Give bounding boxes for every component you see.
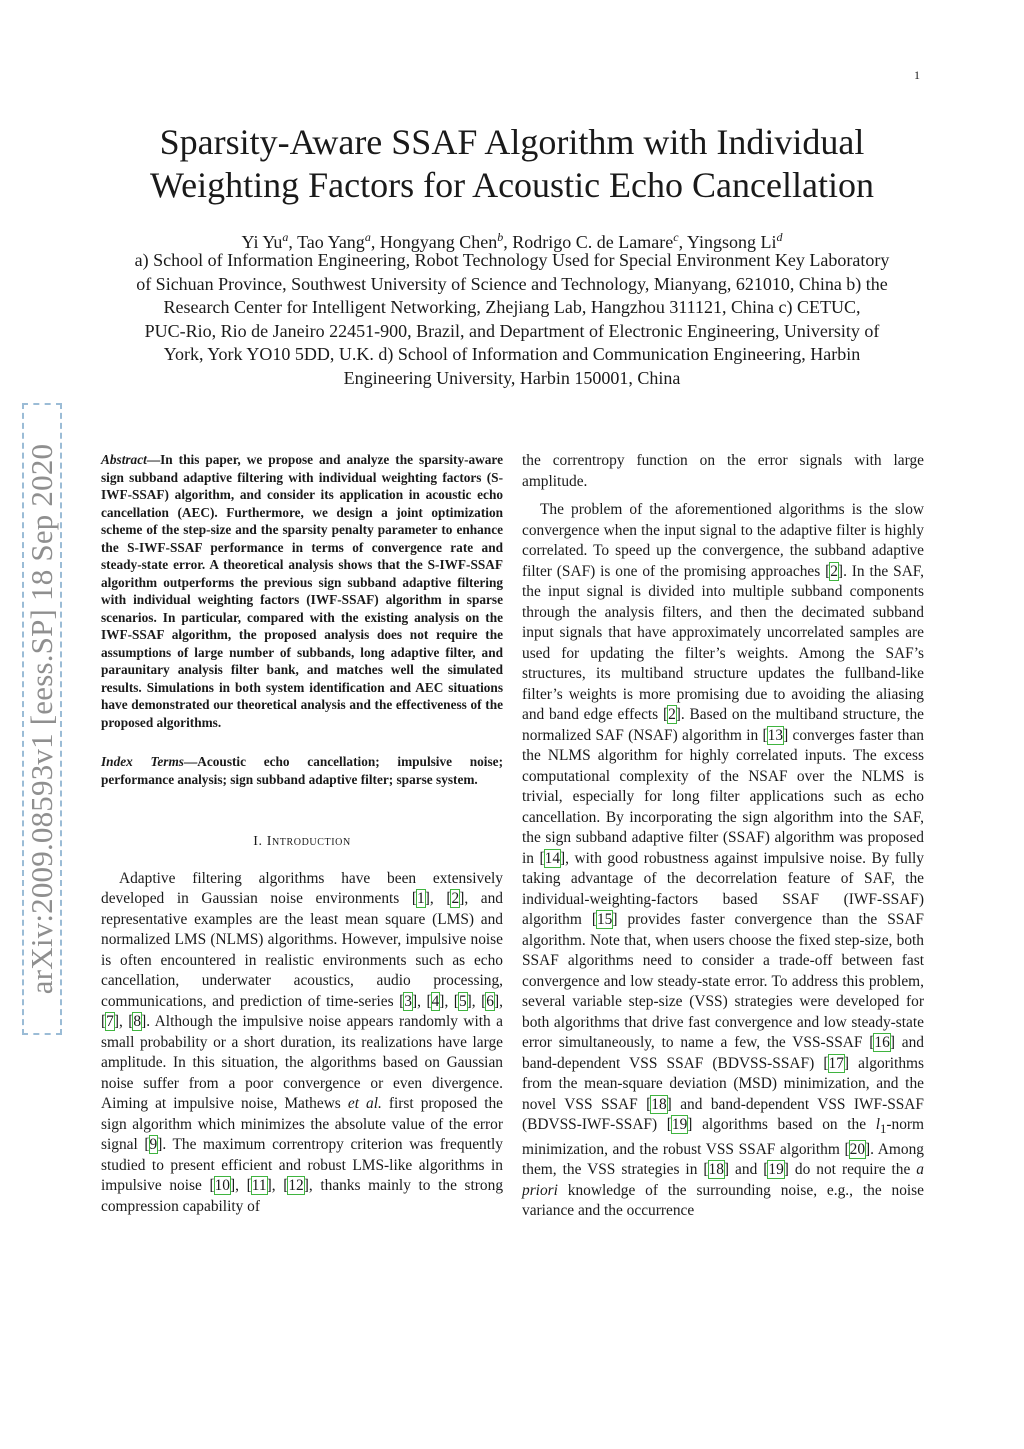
- citation-link[interactable]: 17: [828, 1054, 844, 1072]
- affiliation-line: Engineering University, Harbin 150001, China: [343, 367, 681, 388]
- abstract-text: In this paper, we propose and analyze the sparsity-aware sign subband adaptive filtering with individual weighting factors (S-IWF-SSAF) algorithm, and consider its application in acoustic echo cancellation (AEC). Furthermore, we design a joint optimization scheme of the step-size and the sparsity penalty parameter to enhance the S-IWF-SSAF performance in terms of convergence rate and steady-state error. A theoretical analysis shows that the S-IWF-SSAF algorithm outperforms the previous sign subband adaptive filtering with individual weighting factors (IWF-SSAF) algorithm in sparse scenarios. In particular, compared with the existing analysis on the IWF-SSAF algorithm, the proposed analysis does not require the assumptions of large number of subbands, long adaptive filter, and paraunitary analysis filter bank, and matches well the simulated results. Simulations in both system identification and AEC situations have demonstrated our theoretical analysis and the effectiveness of the proposed algorithms.: [101, 452, 503, 730]
- italic-text: et al.: [347, 1095, 382, 1112]
- author-name: Yi Yu: [241, 232, 283, 252]
- citation-link[interactable]: 18: [651, 1095, 667, 1113]
- intro-paragraph-1: Adaptive filtering algorithms have been extensively developed in Gaussian noise environments [1], [2], and representative examples are the least mean square (LMS) and normalized LMS (NLMS) algorithms. However, impulsive noise is often encountered in realistic environments such as echo cancellation, underwater acoustics, audio processing, communications, and prediction of time-series [3], [4], [5], [6], [7], [8]. Although the impulsive noise appears randomly with a small probability or a short duration, its realizations have large amplitude. In this situation, the algorithms based on Gaussian noise suffer from a poor convergence or even divergence. Aiming at impulsive noise, Mathews et al. first proposed the sign algorithm which minimizes the absolute value of the error signal [9]. The maximum correntropy criterion was frequently studied to present efficient and robust LMS-like algorithms in impulsive noise [10], [11], [12], thanks mainly to the strong compression capability of: [101, 869, 504, 1215]
- subscript-text: 1: [879, 1122, 887, 1137]
- title-line-2: Weighting Factors for Acoustic Echo Cancellation: [150, 165, 874, 205]
- citation-link[interactable]: 14: [544, 849, 561, 867]
- affiliation-line: of Sichuan Province, Southwest University of Science and Technology, Mianyang, 621010, China b) the: [136, 273, 888, 294]
- citation-link[interactable]: 1: [417, 890, 425, 907]
- citation-link[interactable]: 13: [767, 726, 784, 744]
- index-terms: Index Terms—Acoustic echo cancellation; impulsive noise; performance analysis; sign subband adaptive filter; sparse system.: [101, 754, 504, 787]
- citation-link[interactable]: 11: [251, 1177, 267, 1194]
- left-column: [101, 451, 503, 1217]
- citation-link[interactable]: 4: [431, 992, 440, 1010]
- author-name: Yingsong Li: [686, 232, 777, 252]
- abstract: Abstract—In this paper, we propose and analyze the sparsity-aware sign subband adaptive filtering with individual weighting factors (S-IWF-SSAF) algorithm, and consider its application in acoustic echo cancellation (AEC). Furthermore, we design a joint optimization scheme of the step-size and the sparsity penalty parameter to enhance the S-IWF-SSAF performance in terms of convergence rate and steady-state error. A theoretical analysis shows that the S-IWF-SSAF algorithm outperforms the previous sign subband adaptive filtering with individual weighting factors (IWF-SSAF) algorithm in sparse scenarios. In particular, compared with the existing analysis on the IWF-SSAF algorithm, the proposed analysis does not require the assumptions of large number of subbands, long adaptive filter, and paraunitary analysis filter bank, and matches well the simulated results. Simulations in both system identification and AEC situations have demonstrated our theoretical analysis and the effectiveness of the proposed algorithms.: [101, 452, 503, 730]
- citation-link[interactable]: 15: [596, 911, 613, 928]
- paper-title: [100, 121, 924, 207]
- page-number: 1: [914, 68, 920, 82]
- citation-link[interactable]: 20: [849, 1140, 866, 1158]
- citation-link[interactable]: 19: [671, 1116, 688, 1133]
- author-name: Tao Yang: [297, 232, 365, 252]
- affiliation-line: Research Center for Intelligent Networking, Zhejiang Lab, Hangzhou 311121, China c) CETUC,: [163, 297, 861, 317]
- intro-paragraph-continued: the correntropy function on the error signals with large amplitude.: [522, 452, 924, 490]
- citation-link[interactable]: 10: [214, 1177, 230, 1194]
- author-name: Hongyang Chen: [379, 232, 498, 252]
- affiliation-line: PUC-Rio, Rio de Janeiro 22451-900, Brazil, and Department of Electronic Engineering, University of: [144, 320, 880, 341]
- arxiv-stamp[interactable]: [24, 405, 60, 1033]
- author-affiliation-marker: b: [497, 230, 504, 244]
- citation-link[interactable]: 3: [404, 992, 412, 1010]
- citation-link[interactable]: 2: [668, 706, 676, 723]
- arxiv-id: arXiv:2009.08593v1 [eess.SP] 18 Sep 2020: [24, 443, 60, 995]
- italic-text: a priori: [522, 1161, 924, 1199]
- author-name: Rodrigo C. de Lamare: [512, 232, 674, 252]
- index-terms-label: Index Terms: [101, 754, 184, 769]
- affiliations: [104, 249, 920, 390]
- affiliation-line: York, York YO10 5DD, U.K. d) School of Information and Communication Engineering, Harbin: [163, 344, 861, 364]
- section-heading-introduction: I. Introduction: [253, 834, 351, 849]
- citation-link[interactable]: 9: [149, 1136, 158, 1153]
- intro-paragraph-2: The problem of the aforementioned algorithms is the slow convergence when the input signal to the adaptive filter is highly correlated. To speed up the convergence, the subband adaptive filter (SAF) is one of the promising approaches [2]. In the SAF, the input signal is divided into multiple subband components through the analysis filters, and then the decimated subband input signals that have approximately uncorrelated samples are used for updating the filter’s weights. Among the SAF’s structures, its multiband structure updates the fullband-like filter’s weights is more promising due to avoiding the aliasing and band edge effects [2]. Based on the multiband structure, the normalized SAF (NSAF) algorithm in [13] converges faster than the NLMS algorithm for highly correlated inputs. The excess computational complexity of the NSAF over the NLMS is trivial, especially for long filter applications such as echo cancellation. By incorporating the sign algorithm into the SAF, the sign subband adaptive filter (SSAF) algorithm was proposed in [14], with good robustness against impulsive noise. By fully taking advantage of the decorrelation feature of SAF, the individual-weighting-factors based SSAF (IWF-SSAF) algorithm [15] provides faster convergence than the SSAF algorithm. Note that, when users choose the fixed step-size, both SSAF algorithms need to consider a trade-off between fast convergence and low steady-state error. To address this problem, several variable step-size (VSS) strategies were developed for both algorithms that drive fast convergence and low steady-state error simultaneously, to name a few, the VSS-SSAF [16] and band-dependent VSS SSAF (BDVSS-SSAF) [17] algorithms from the mean-square deviation (MSD) minimization, and the novel VSS SSAF [18] and band-dependent VSS IWF-SSAF (BDVSS-IWF-SSAF) [19] algorithms based on the $l_1$-norm minimization, and the robust VSS SSAF algorithm [20]. Among them, the VSS strategies in [18] and [19] do not require the a priori knowledge of the surrounding noise, e.g., the noise variance and the occurrence: [522, 501, 925, 1220]
- italic-text: l: [875, 1116, 880, 1133]
- citation-link[interactable]: 2: [830, 562, 838, 580]
- citation-link[interactable]: 8: [133, 1013, 142, 1030]
- citation-link[interactable]: 7: [106, 1013, 114, 1030]
- author-affiliation-marker: a: [364, 230, 371, 244]
- citation-link[interactable]: 5: [458, 992, 467, 1010]
- citation-link[interactable]: 2: [451, 890, 460, 907]
- citation-link[interactable]: 16: [874, 1034, 890, 1051]
- author-affiliation-marker: c: [673, 230, 679, 244]
- right-column: [522, 451, 924, 1222]
- citation-link[interactable]: 18: [708, 1161, 724, 1179]
- author-list: Yi Yu$^a$, Tao Yang$^a$, Hongyang Chen$^b$, Rodrigo C. de Lamare$^c$, Yingsong Li$^d$: [241, 230, 783, 252]
- author-affiliation-marker: d: [776, 230, 783, 244]
- citation-link[interactable]: 6: [486, 992, 494, 1010]
- abstract-label: Abstract: [101, 452, 147, 467]
- author-affiliation-marker: a: [282, 230, 289, 244]
- citation-link[interactable]: 19: [768, 1161, 784, 1179]
- affiliation-line: a) School of Information Engineering, Robot Technology Used for Special Environment Key Laboratory: [134, 250, 890, 270]
- citation-link[interactable]: 12: [288, 1177, 304, 1194]
- index-terms-text: Acoustic echo cancellation; impulsive noise; performance analysis; sign subband adaptive filter; sparse system.: [101, 754, 504, 787]
- title-line-1: Sparsity-Aware SSAF Algorithm with Individual: [159, 122, 865, 162]
